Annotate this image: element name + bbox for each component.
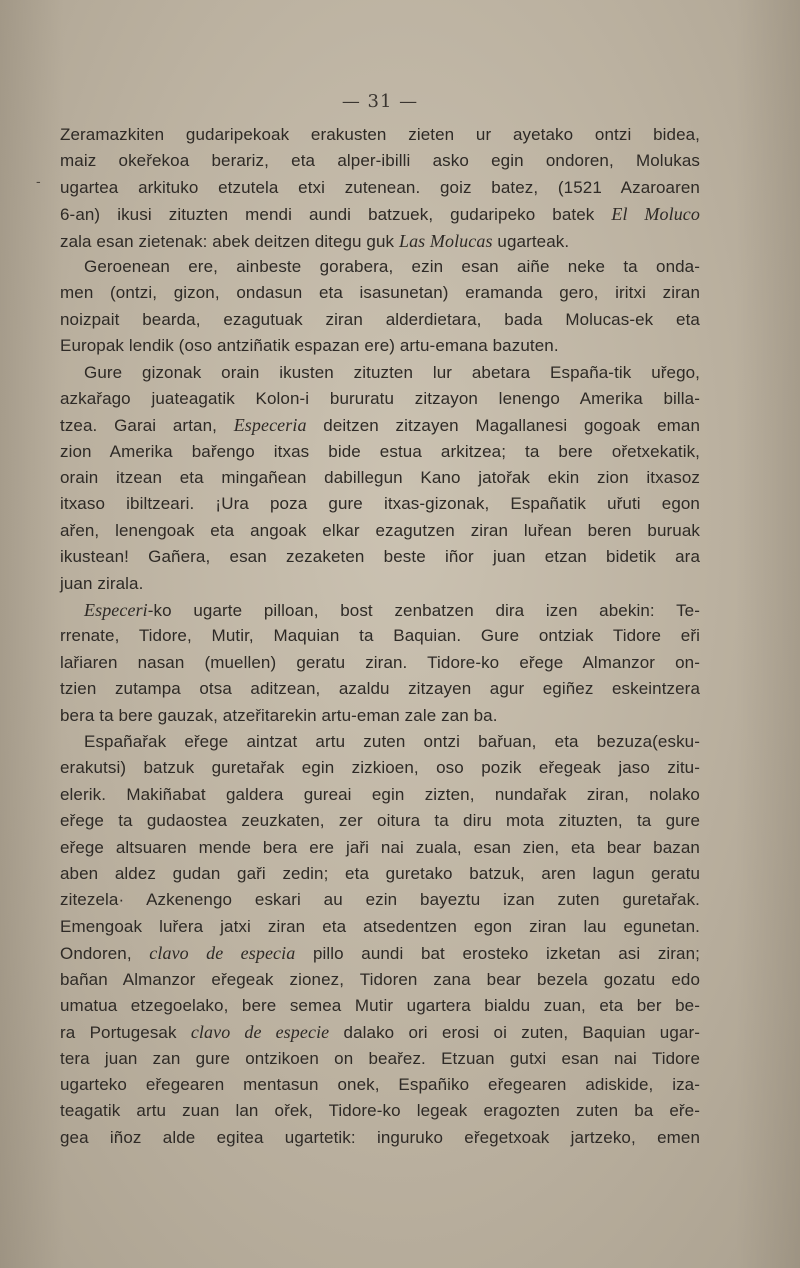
text-segment: Ondoren,: [60, 944, 150, 964]
text-segment: ra Portugesak: [60, 1023, 191, 1043]
text-line: itxaso ibiltzeari. ¡Ura poza gure itxas-gizonak, Españatik uřuti egon: [60, 494, 700, 514]
italic-term: clavo de especie: [190, 1022, 330, 1043]
italic-term: Las Molucas: [398, 230, 493, 251]
text-line: Zeramazkiten gudaripekoak erakusten zieten ur ayetako ontzi bidea,: [60, 125, 700, 144]
body-text: [60, 122, 700, 1151]
text-line: orain itzean eta mingañean dabillegun Kano jatořak ekin zion itxasoz: [60, 468, 700, 488]
text-line: zion Amerika bařengo itxas bide estua arkitzea; ta bere ořetxekatik,: [60, 441, 700, 461]
text-line: [60, 1019, 700, 1045]
text-segment: ugarteak.: [492, 231, 570, 251]
text-line: rrenate, Tidore, Mutir, Maquian ta Baquian. Gure ontziak Tidore eři: [60, 626, 700, 646]
text-line: ařen, lenengoak eta angoak elkar ezagutzen ziran luřean beren buruak: [60, 520, 700, 540]
text-line: bera ta bere gauzak, atzeřitarekin artu-eman zale zan ba.: [60, 705, 498, 725]
text-line: lařiaren nasan (muellen) geratu ziran. Tidore-ko eřege Almanzor on-: [60, 652, 700, 672]
text-line: noizpait bearda, ezagutuak ziran alderdietara, bada Molucas-ek eta: [60, 309, 700, 329]
italic-term: clavo de especia: [149, 943, 296, 964]
text-line: ikustean! Gañera, esan zezaketen beste iñor juan etzan bidetik ara: [60, 547, 700, 567]
text-line: [60, 597, 700, 623]
text-line: zitezela· Azkenengo eskari au ezin bayeztu izan zuten guretařak.: [60, 890, 700, 910]
text-line: [60, 228, 700, 254]
text-line: Gure gizonak orain ikusten zituzten lur abetara España-tik uřego,: [84, 362, 700, 382]
text-line: erakutsi) batzuk guretařak egin zizkioen, oso pozik eřegeak jaso zitu-: [60, 758, 700, 778]
text-line: Geroenean ere, ainbeste gorabera, ezin esan aiñe neke ta onda-: [84, 256, 700, 276]
text-line: Españařak eřege aintzat artu zuten ontzi bařuan, eta bezuza(esku-: [84, 731, 700, 751]
text-segment: pillo aundi bat erosteko izketan asi ziran;: [295, 944, 700, 964]
text-line: tzien zutampa otsa aditzean, azaldu zitzayen agur egiñez eskeintzera: [60, 679, 700, 699]
italic-term: El Moluco: [611, 204, 700, 225]
text-line: eřege altsuaren mende bera ere jaři nai zuala, esan zien, eta bear bazan: [60, 837, 700, 857]
italic-term: Especeria: [233, 415, 307, 436]
text-line: elerik. Makiñabat galdera gureai egin zizten, nundařak ziran, nolako: [60, 784, 700, 804]
text-line: eřege ta gudaostea zeuzkaten, zer oitura ta diru mota zituzten, ta gure: [60, 811, 700, 831]
text-line: bañan Almanzor eřegeak zionez, Tidoren zana bear bezela gozatu edo: [60, 969, 700, 989]
text-line: aben aldez gudan gaři zedin; eta guretako batzuk, aren lagun geratu: [60, 863, 700, 883]
text-line: [60, 940, 700, 966]
text-line: Emengoak luřera jatxi ziran eta atsedentzen egon ziran lau egunetan.: [60, 916, 700, 936]
text-line: maiz okeřekoa berariz, eta alper-ibilli asko egin ondoren, Molukas: [60, 151, 700, 171]
text-segment: 6-an) ikusi zituzten mendi aundi batzuek, gudaripeko batek: [60, 205, 612, 225]
text-line: teagatik artu zuan lan ořek, Tidore-ko legeak eragozten zuten ba eře-: [60, 1101, 700, 1121]
text-line: gea iñoz alde egitea ugartetik: inguruko eřegetxoak jartzeko, emen: [60, 1127, 700, 1147]
text-line: men (ontzi, gizon, ondasun eta isasunetan) eramanda gero, iritxi ziran: [60, 283, 700, 303]
margin-mark: -: [36, 173, 41, 189]
text-line: [60, 412, 700, 438]
text-line: umatua etzegoelako, bere semea Mutir ugartera bialdu zuan, eta ber be-: [60, 995, 700, 1015]
text-line: [60, 201, 700, 227]
text-segment: dalako ori erosi oi zuten, Baquian ugar-: [329, 1023, 700, 1043]
text-segment: deitzen zitzayen Magallanesi gogoak eman: [306, 416, 700, 436]
text-segment: zala esan zietenak: abek deitzen ditegu guk: [60, 231, 399, 251]
text-line: ugarteko eřegearen mentasun onek, Españiko eřegearen adiskide, iza-: [60, 1075, 700, 1095]
text-segment: -ko ugarte pilloan, bost zenbatzen dira izen abekin: Te-: [147, 601, 700, 621]
text-line: juan zirala.: [60, 573, 144, 593]
text-line: ugartea arkituko etzutela etxi zutenean. goiz batez, (1521 Azaroaren: [60, 177, 700, 197]
text-line: tera juan zan gure ontzikoen on beařez. Etzuan gutxi esan nai Tidore: [60, 1048, 700, 1068]
text-segment: tzea. Garai artan,: [60, 416, 234, 436]
page-number: — 31 —: [341, 91, 419, 112]
text-line: Europak lendik (oso antziñatik espazan ere) artu-emana bazuten.: [60, 336, 559, 356]
text-line: azkařago juateagatik Kolon-i bururatu zitzayon lenengo Amerika billa-: [60, 388, 700, 408]
italic-term: Especeri: [84, 600, 148, 621]
